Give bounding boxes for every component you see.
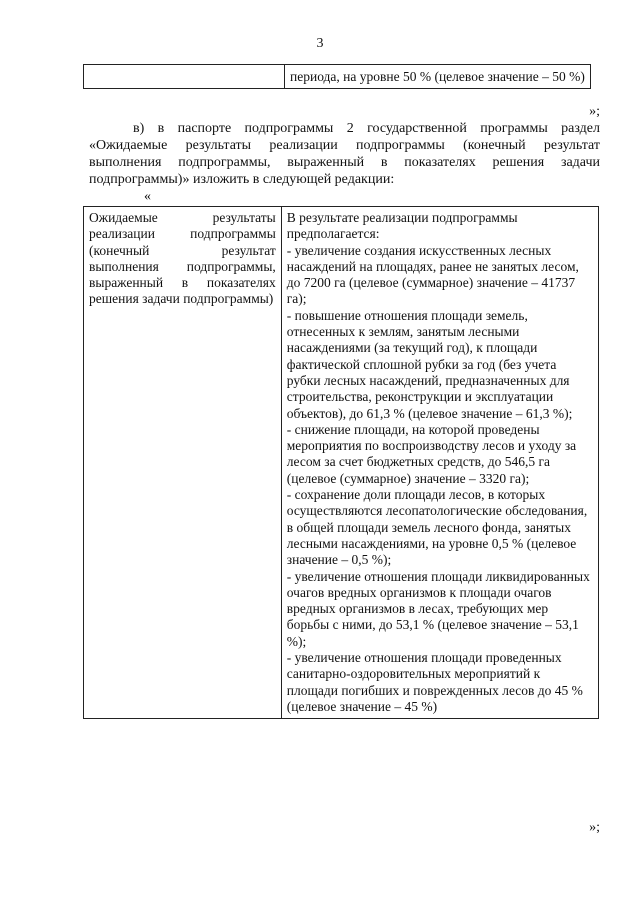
list-item: - увеличение отношения площади проведенных санитарно-оздоровительных мероприятий к площади погибших и поврежденных лесов до 45 % (целевое значение – 45 %) <box>286 650 583 714</box>
opening-quote: « <box>144 189 151 204</box>
closing-quote: »; <box>589 104 600 119</box>
list-item: - увеличение создания искусственных лесных насаждений на площадях, ранее не занятых лесом, до 7200 га (целевое (суммарное) значение – 41737 га); <box>286 242 579 307</box>
amendment-paragraph <box>89 120 600 188</box>
table-cell-left <box>84 65 285 89</box>
list-item: - увеличение отношения площади ликвидированных очагов вредных организмов к площади очагов вредных организмов в лесах, требующих мер борьбы с ними, до 53,1 % (целевое значение – 53,1 %); <box>286 568 590 649</box>
table-cell-heading: Ожидаемые результаты реализации подпрограммы (конечный результат выполнения подпрограммы, выраженный в показателях решения задачи подпрограммы) <box>84 207 282 719</box>
list-item: В результате реализации подпрограммы предполагается: <box>286 210 518 242</box>
closing-quote: »; <box>589 820 600 835</box>
expected-results-table <box>83 206 599 719</box>
table-row <box>84 65 591 89</box>
list-item: - сохранение доли площади лесов, в которых осуществляются лесопатологические обследования, в общей площади земель лесного фонда, занятых лесными насаждениями, на уровне 0,5 % (целевое значение – 0,5 %); <box>286 487 588 568</box>
list-item: - снижение площади, на которой проведены мероприятия по воспроизводству лесов и уходу за лесом за счет бюджетных средств, до 546,5 га (целевое (суммарное) значение – 3320 га); <box>286 421 577 486</box>
table-cell-right: периода, на уровне 50 % (целевое значение – 50 %) <box>285 65 591 89</box>
list-item: - повышение отношения площади земель, отнесенных к землям, занятым лесными насаждениями (за текущий год), к площади фактической сплошной рубки за год (без учета рубки лесных насаждений, предназначенных для строительства, реконструкции и эксплуатации объектов), до 61,3 % (целевое значение – 61,3 %); <box>286 307 573 421</box>
table-row <box>84 207 599 719</box>
page-number: 3 <box>316 36 324 51</box>
paragraph-text: в) в паспорте подпрограммы 2 государственной программы раздел «Ожидаемые результаты реализации подпрограммы (конечный результат выполнения подпрограммы, выраженный в показателях решения задачи подпрограммы)» изложить в следующей редакции: <box>89 121 600 187</box>
table-cell-content <box>281 207 598 719</box>
continuation-table <box>83 64 591 89</box>
